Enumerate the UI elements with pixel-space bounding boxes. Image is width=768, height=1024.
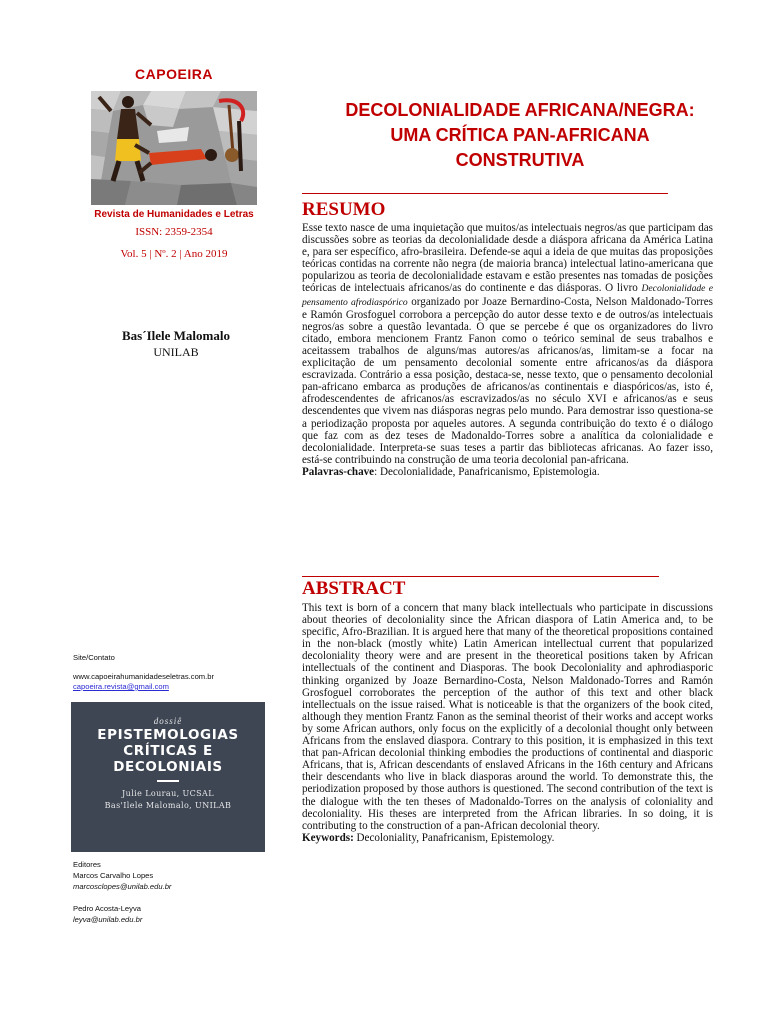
abstract-keywords (302, 832, 554, 844)
title-line-1: DECOLONIALIDADE AFRICANA/NEGRA: (345, 100, 695, 120)
resumo-heading: RESUMO (302, 199, 386, 220)
editor1-name: Marcos Carvalho Lopes (73, 871, 154, 880)
email-link[interactable]: capoeira.revista@gmail.com (73, 682, 169, 691)
title-line-3: CONSTRUTIVA (455, 150, 585, 170)
resumo-text-b: organizado por Joaze Bernardino-Costa, Nelson Maldonado-Torres e Ramón Grosfoguel corrobora a percepção do autor desse texto e de outros/as intelectuais negros/as sobre a questão levantada. O que se percebe é que os organizadores do livro citado, embora mencionem Frantz Fanon como o teórico seminal de seus trabalhos e aceitassem trabalhos de alguns/mas autores/as africanos/as, limitam-se a focar na explicitação de um pensamento decolonial somente entre africanos/as da diáspora escravizada. Contrário a essa posição, destaca-se, nesse texto, que o pensamento decolonial pan-africano embarca as produções de africanos/as continentais e diaspóricos/as, isto é, afrodescendentes de africanos/as escravizados/as no século XVI e africanos/as e seus descendentes que vivem nas diásporas negras pelo mundo. Para demostrar isso questiona-se a periodização proposta por aqueles autores. A segunda contribuição do texto é o diálogo que faz com as dez teses de Madonaldo-Torres sobre a analítica da colonialidade e decolonialidade. Interpreta-se suas teses a partir das bibliotecas africanas. Ao fazer isso, está-se contribuindo na construção de uma teoria decolonial pan-africana. (302, 295, 713, 466)
resumo-text-a: Esse texto nasce de uma inquietação que muitos/as intelectuais negros/as que participam das discussões sobre as teorias da decolonialidade desde a diáspora africana da América Latina e, para ser específico, afro-brasileira. Defende-se aqui a ideia de que muitas das proposições teóricas contidas na corrente não negra (de maioria branca) intelectual latino-americana que popularizou as teoria de decolonialidade estavam e estão presentes nas tomadas de posições teóricas de intelectuais africanos/as do continente e das diásporas. O livro (302, 222, 713, 295)
resumo-body (302, 222, 713, 478)
dossie-title-line3: DECOLONIAIS (113, 759, 223, 775)
abstract-heading: ABSTRACT (302, 578, 406, 599)
resumo-keywords-label: Palavras-chave (302, 465, 375, 478)
abstract-keywords-label: Keywords: (302, 831, 354, 844)
volume-issue: Vol. 5 | Nº. 2 | Ano 2019 (120, 248, 228, 260)
title-line-2: UMA CRÍTICA PAN-AFRICANA (390, 125, 650, 145)
issn: ISSN: 2359-2354 (135, 226, 213, 238)
resumo-keywords (302, 466, 600, 478)
editor1-email[interactable]: marcosclopes@unilab.edu.br (73, 882, 172, 891)
contact-label: Site/Contato (73, 653, 115, 662)
editor2-email[interactable]: leyva@unilab.edu.br (73, 915, 143, 924)
abstract-body (302, 602, 713, 844)
abstract-keywords-list: Decoloniality, Panafricanism, Epistemology. (353, 831, 555, 844)
author-affiliation: UNILAB (153, 345, 199, 359)
editors-label: Editores (73, 860, 101, 869)
journal-subtitle: Revista de Humanidades e Letras (94, 209, 254, 220)
dossie-banner (71, 702, 265, 852)
cover-mosaic-image (91, 91, 257, 205)
author-name: Bas´Ilele Malomalo (122, 328, 230, 343)
article-title (310, 98, 730, 173)
abstract-text: This text is born of a concern that many black intellectuals who participate in discussions about theories of decoloniality since the African diaspora of Latin America and, to be specific, Afro-Brazilian. It is argued here that many of the theoretical propositions contained in the non-black (mostly white) Latin American intellectual current that popularized decoloniality theory were and are present in the theoretical positions taken by African intellectuals of the continent and Diasporas. The book Decoloniality and aphrodiasporic thinking organized by Joaze Bernardino-Costa, Nelson Maldonado-Torres and Ramón Grosfoguel corroborates the perception of the author of this text and other black intellectuals on the issue raised. What is noticeable is that the organizers of the book cited, although they mention Frantz Fanon as the seminal theorist of their works and accept works by some African authors, only focus on the explicitly of a decolonial thought only between Africans from the enslaved diaspora. Contrary to this position, it is emphasized in this text that pan-African decolonial thinking embodies the productions of continental and diasporic Africans, that is, African descendants of enslaved Africans in the 16th century and Africans their descendants who live in black diasporas around the world. To demonstrate this, the periodization proposed by those authors is questioned. The second contribution of the text is the dialogue with the ten theses of Madonaldo-Torres on the analysis of coloniality and decoloniality. His theses are interpreted from the African libraries. In so doing, it is contributing to the construction of a pan-African decolonial theory. (302, 602, 713, 832)
dossie-label: dossiê (153, 716, 183, 726)
site-link[interactable]: www.capoeirahumanidadeseletras.com.br (73, 672, 214, 681)
resumo-book-title: Decolonialidade e pensamento afrodiaspórico (302, 283, 713, 308)
dossie-title-line2: CRÍTICAS E (123, 743, 213, 759)
dossie-divider (157, 780, 179, 782)
journal-name: CAPOEIRA (135, 66, 213, 82)
resumo-rule (302, 193, 668, 194)
dossie-editor2: Bas'Ilele Malomalo, UNILAB (104, 801, 232, 810)
dossie-editor1: Julie Lourau, UCSAL (122, 789, 214, 798)
dossie-title-line1: EPISTEMOLOGIAS (97, 727, 239, 743)
editor2-name: Pedro Acosta-Leyva (73, 904, 141, 913)
abstract-rule (302, 576, 659, 577)
resumo-keywords-list: : Decolonialidade, Panafricanismo, Epistemologia. (374, 465, 600, 478)
